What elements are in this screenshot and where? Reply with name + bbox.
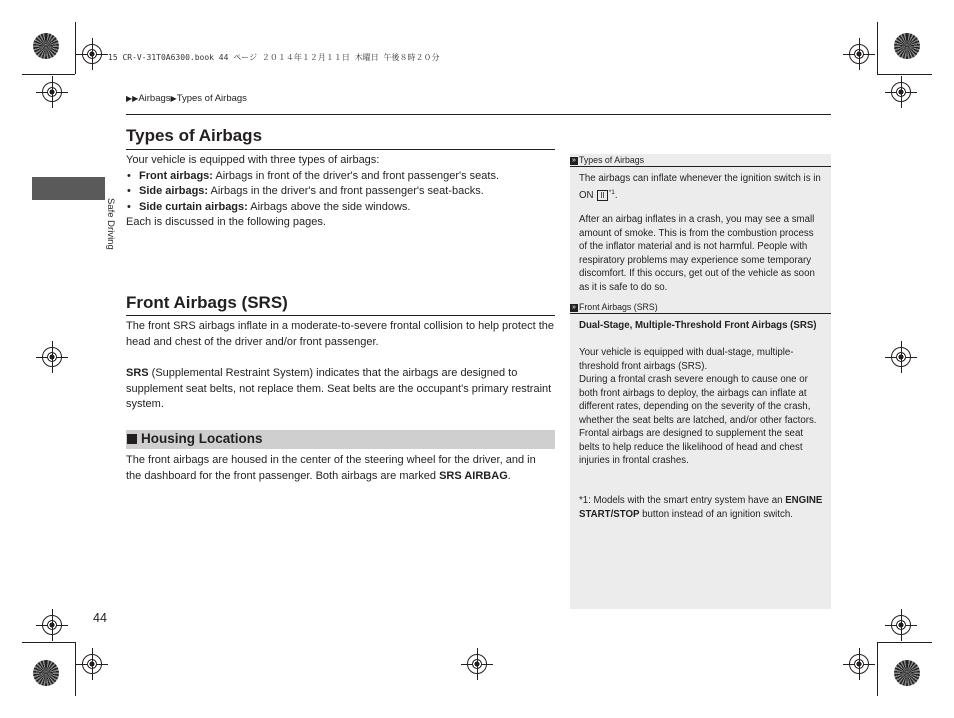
page-number: 44: [93, 611, 107, 625]
list-item: • Front airbags: Airbags in front of the driver's and front passenger's seats.: [126, 169, 554, 185]
ref1-para2: After an airbag inflates in a crash, you may see a small amount of smoke. This is from the combustion process of the inflator material and is not harmful. People with respiratory problems may experience some temporary discomfort. If this occurs, get out of the vehicle as soon as it is safe to do so.: [579, 214, 815, 293]
color-target-icon: [33, 33, 59, 59]
breadcrumb-link-airbags[interactable]: Airbags: [138, 93, 171, 104]
front-airbags-para2: SRS (Supplemental Restraint System) indicates that the airbags are designed to supplement seat belts, not replace them. Seat belts are the occupant's primary restraint system.: [126, 367, 552, 410]
front-airbags-para1: The front SRS airbags inflate in a moderate-to-severe frontal collision to help protect the head and chest of the driver and/or front passenger.: [126, 320, 555, 348]
registration-mark-icon: [891, 82, 911, 102]
color-target-icon: [894, 660, 920, 686]
intro-text: Your vehicle is equipped with three types of airbags:: [126, 154, 380, 166]
breadcrumb: [126, 93, 247, 104]
registration-mark-icon: [82, 654, 102, 674]
print-header: 15 CR-V-31T0A6300.book 44 ページ ２０１４年１２月１１日 木曜日 午後８時２０分: [108, 53, 440, 62]
reference-arrow-icon: »: [570, 304, 578, 312]
housing-locations-text: The front airbags are housed in the center of the steering wheel for the driver, and in the dashboard for the front passenger. Both airbags are marked SRS AIRBAG.: [126, 454, 536, 482]
registration-mark-icon: [42, 615, 62, 635]
section-title-rule: [126, 315, 555, 316]
registration-mark-icon: [891, 347, 911, 367]
list-item: • Side curtain airbags: Airbags above the side windows.: [126, 200, 554, 216]
registration-mark-icon: [42, 82, 62, 102]
reference-header-front[interactable]: » Front Airbags (SRS): [570, 302, 831, 314]
section-title-types-of-airbags: Types of Airbags: [126, 126, 263, 145]
subsection-title: Housing Locations: [141, 431, 263, 446]
ref2-para1: Your vehicle is equipped with dual-stage, multiple-threshold front airbags (SRS).: [579, 347, 794, 372]
registration-mark-icon: [467, 654, 487, 674]
registration-mark-icon: [82, 44, 102, 64]
ref2-para2: During a frontal crash severe enough to cause one or both front airbags to deploy, the airbags can inflate at different rates, depending on the severity of the crash, whether the seat belts are latched, and/or other factors. Frontal airbags are designed to supplement the seat belts to help reduce the likelihood of head and chest injuries in frontal crashes.: [579, 374, 817, 466]
square-bullet-icon: [127, 434, 137, 444]
reference-arrow-icon: »: [570, 157, 578, 165]
ref2-heading: Dual-Stage, Multiple-Threshold Front Airbags (SRS): [579, 320, 817, 331]
reference-panel: [570, 154, 831, 609]
color-target-icon: [894, 33, 920, 59]
registration-mark-icon: [891, 615, 911, 635]
outro-text: Each is discussed in the following pages.: [126, 216, 326, 228]
top-divider: [126, 114, 831, 115]
ignition-on-icon: II: [597, 190, 607, 201]
chapter-tab: [32, 177, 105, 200]
breadcrumb-arrows-icon: ▶▶: [126, 94, 139, 103]
chapter-label: Safe Driving: [105, 198, 116, 250]
section-types-body: [126, 153, 554, 231]
subsection-header: [126, 430, 555, 449]
breadcrumb-current: Types of Airbags: [176, 93, 247, 104]
section-title-rule: [126, 149, 555, 150]
ref1-para1: The airbags can inflate whenever the ignition switch is in ON II $^{*1}$.: [579, 173, 821, 201]
airbag-type-list: [126, 169, 554, 216]
registration-mark-icon: [849, 654, 869, 674]
registration-mark-icon: [849, 44, 869, 64]
list-item: • Side airbags: Airbags in the driver's and front passenger's seat-backs.: [126, 184, 554, 200]
color-target-icon: [33, 660, 59, 686]
section-title-front-airbags: Front Airbags (SRS): [126, 293, 288, 312]
reference-header-types[interactable]: » Types of Airbags: [570, 155, 831, 167]
registration-mark-icon: [42, 347, 62, 367]
footnote: *1: Models with the smart entry system have an ENGINE START/STOP button instead of an ignition switch.: [579, 495, 823, 520]
breadcrumb-separator-icon: ▶: [170, 94, 177, 103]
